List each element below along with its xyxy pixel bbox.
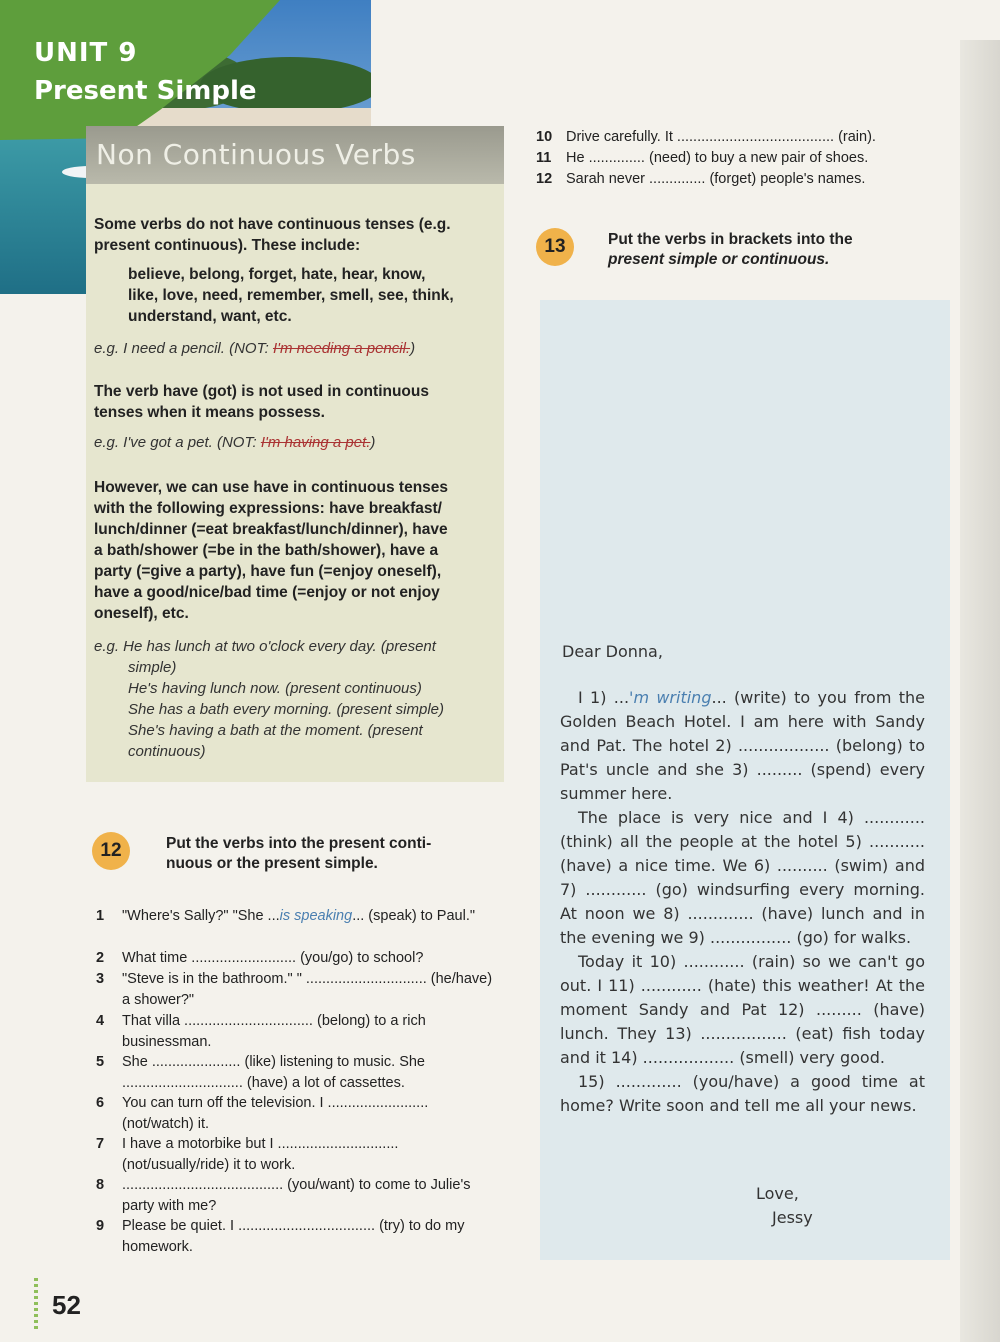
item-text: You can turn off the television. I ......................... (not/watch) it. [122, 1095, 429, 1132]
exercise-item [96, 969, 496, 1011]
theory-paragraph-1 [94, 214, 502, 256]
item-number: 6 [96, 1095, 105, 1111]
struck-example: I'm needing a pencil. [272, 340, 411, 357]
item-number: 12 [536, 171, 553, 187]
item-text: ........................................ (you/want) to come to Julie's party with me? [122, 1177, 471, 1214]
item-text: "Where's Sally?" "She ... [122, 908, 280, 924]
letter-paragraph: Today it 10) ............ (rain) so we can't go out. I 11) ............ (hate) this weather! At the moment Sandy and Pat 12) ......... (have) lunch. They 13) ................. (eat) fish today and it 14) .................. (smell) very good. [560, 952, 925, 1067]
instruction-line: present simple or continuous. [608, 251, 830, 268]
theory-line: lunch/dinner (=eat breakfast/lunch/dinner), have [94, 521, 448, 538]
exercise-item [96, 1216, 496, 1258]
theory-line: The verb have (got) is not used in continuous [94, 383, 429, 400]
item-text: What time .......................... (you/go) to school? [122, 950, 424, 966]
letter-paragraph: 15) ............. (you/have) a good time at home? Write soon and tell me all your news. [560, 1072, 925, 1115]
verb-list-line: believe, belong, forget, hate, hear, know, [128, 266, 426, 283]
theory-line: Some verbs do not have continuous tenses (e.g. [94, 216, 451, 233]
unit-label: UNIT 9 [34, 38, 138, 68]
exercise-item [96, 906, 496, 927]
example-line: e.g. He has lunch at two o'clock every day. (present [94, 638, 436, 655]
item-text: Please be quiet. I .................................. (try) to do my homework. [122, 1218, 465, 1255]
exercise-13-instructions [608, 230, 948, 270]
item-number: 2 [96, 950, 105, 966]
theory-line: However, we can use have in continuous tenses [94, 479, 449, 496]
item-text: Sarah never .............. (forget) people's names. [566, 171, 866, 187]
example-text: e.g. I've got a pet. (NOT: [94, 434, 261, 451]
letter-signature: Jessy [772, 1208, 813, 1227]
item-number: 9 [96, 1218, 105, 1234]
exercise-item [96, 1175, 496, 1217]
letter-text: I 1) ... [578, 688, 630, 707]
theory-paragraph-2 [94, 381, 502, 423]
instruction-line: nuous or the present simple. [166, 855, 378, 872]
exercise-12-badge: 12 [92, 832, 130, 870]
example-line: She has a bath every morning. (present simple) [128, 701, 444, 718]
theory-line: present continuous). These include: [94, 237, 361, 254]
instruction-line: Put the verbs in brackets into the [608, 231, 853, 248]
item-number: 11 [536, 150, 552, 166]
unit-header-banner [0, 0, 280, 140]
item-number: 3 [96, 971, 105, 987]
item-number: 4 [96, 1013, 105, 1029]
example-line: continuous) [128, 743, 206, 760]
verb-list [128, 264, 502, 327]
exercise-item [536, 169, 946, 190]
exercise-item [536, 148, 946, 169]
exercise-item [96, 1052, 496, 1094]
letter-greeting: Dear Donna, [562, 642, 663, 661]
verb-list-line: understand, want, etc. [128, 308, 292, 325]
item-text: "Steve is in the bathroom." " .............................. (he/have) a shower?" [122, 971, 493, 1008]
item-number: 5 [96, 1054, 105, 1070]
exercise-item [96, 1134, 496, 1176]
letter-closing: Love, [756, 1184, 799, 1203]
theory-heading: Non Continuous Verbs [96, 138, 416, 171]
page-number-decoration [34, 1278, 38, 1330]
example-1 [94, 338, 415, 359]
adjacent-page-edge [960, 40, 1000, 1342]
exercise-13-badge: 13 [536, 228, 574, 266]
theory-line: party (=give a party), have fun (=enjoy oneself), [94, 563, 442, 580]
letter-paragraph [560, 686, 925, 806]
example-3 [94, 636, 502, 762]
letter-text: ... (write) to you from the Golden Beach Hotel. I am here with Sandy and Pat. The hotel 2) .................. (belong) to Pat's uncle and she 3) ......... (spend) every summer here. [560, 688, 925, 803]
exercise-item [96, 948, 496, 969]
theory-paragraph-3 [94, 477, 502, 624]
item-text: He .............. (need) to buy a new pair of shoes. [566, 150, 869, 166]
item-text: That villa ................................ (belong) to a rich businessman. [122, 1013, 426, 1050]
example-text: ) [410, 340, 416, 357]
letter-body [560, 686, 925, 1118]
example-line: simple) [128, 659, 177, 676]
item-text: ... (speak) to Paul." [352, 908, 475, 924]
letter-paragraph: The place is very nice and I 4) ............ (think) all the people at the hotel 5) ........... (have) a nice time. We 6) .......... (swim) and 7) ............ (go) windsurfing every morning. At noon we 8) ............. (have) lunch and in the evening we 9) ................ (go) for walks. [560, 808, 925, 947]
item-number: 10 [536, 129, 553, 145]
verb-list-line: like, love, need, remember, smell, see, think, [128, 287, 454, 304]
example-line: He's having lunch now. (present continuous) [128, 680, 422, 697]
theory-line: have a good/nice/bad time (=enjoy or not enjoy [94, 584, 440, 601]
item-text: I have a motorbike but I .............................. (not/usually/ride) it to work. [122, 1136, 399, 1173]
sample-answer: 'm writing [629, 688, 712, 707]
theory-line: tenses when it means possess. [94, 404, 325, 421]
example-2 [94, 432, 375, 453]
item-number: 8 [96, 1177, 105, 1193]
item-text: Drive carefully. It ....................................... (rain). [566, 129, 876, 145]
struck-example: I'm having a pet. [260, 434, 371, 451]
instruction-line: Put the verbs into the present conti- [166, 835, 432, 852]
page-number: 52 [52, 1290, 81, 1320]
exercise-item [96, 1093, 496, 1135]
theory-line: a bath/shower (=be in the bath/shower), have a [94, 542, 439, 559]
theory-line: with the following expressions: have breakfast/ [94, 500, 442, 517]
item-number: 7 [96, 1136, 105, 1152]
exercise-12-instructions [166, 834, 506, 874]
unit-title: Present Simple [34, 76, 257, 106]
item-text: She ...................... (like) listening to music. She .............................. (have) a lot of cassettes. [122, 1054, 425, 1091]
example-text: ) [370, 434, 376, 451]
example-line: She's having a bath at the moment. (present [128, 722, 423, 739]
example-text: e.g. I need a pencil. (NOT: [94, 340, 273, 357]
sample-answer: is speaking [279, 908, 353, 924]
theory-line: oneself), etc. [94, 605, 189, 622]
exercise-item [536, 127, 946, 148]
exercise-item [96, 1011, 496, 1053]
item-number: 1 [96, 908, 105, 924]
